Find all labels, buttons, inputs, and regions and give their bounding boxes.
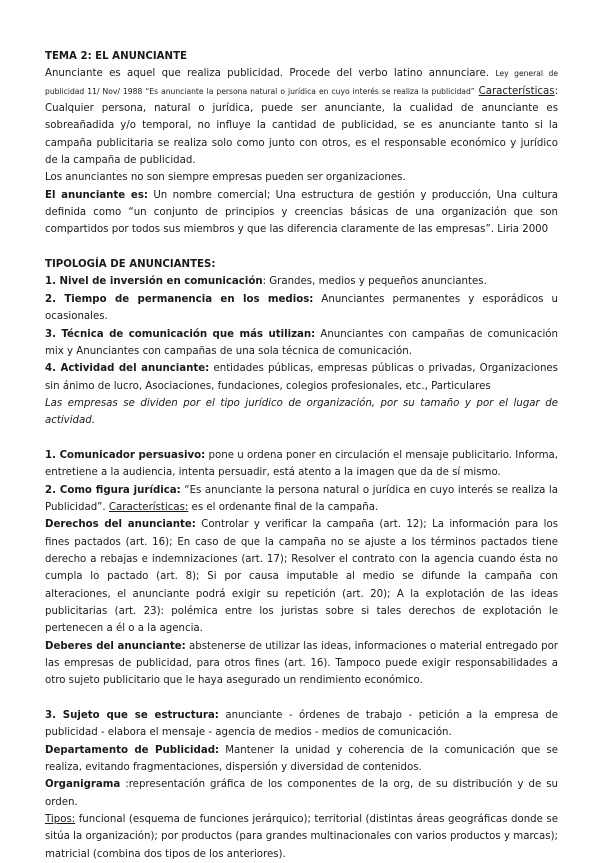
- typology-note: Las empresas se dividen por el tipo jurídico de organización, por su tamaño y por el lugar de actividad.: [45, 397, 558, 427]
- structure-paragraph: 3. Sujeto que se estructura: anunciante - órdenes de trabajo - petición a la empresa de publicidad - elabora el mensaje - agencia de medios - medios de comunicación.: [45, 710, 558, 739]
- typology-item-3: 3. Técnica de comunicación que más utilizan: Anunciantes con campañas de comunicación mix y Anunciantes con campañas de una sola técnica de comunicación.: [45, 328, 558, 357]
- spacer: [45, 239, 558, 256]
- types-label: Tipos:: [45, 814, 76, 826]
- typology-heading: TIPOLOGÍA DE ANUNCIANTES:: [45, 259, 216, 271]
- communicator-paragraph: 1. Comunicador persuasivo: pone u ordena poner en circulación el mensaje publicitario. Informa, entretiene a la audiencia, intenta persuadir, está atento a la imagen que da de sí mismo.: [45, 449, 559, 479]
- spacer: [45, 690, 558, 707]
- types-paragraph: Tipos: funcional (esquema de funciones jerárquico); territorial (distintas áreas geográficas donde se sitúa la organización); por productos (para grandes multinacionales con varios productos y marcas); matricial (combina dos tipos de los anteriores).: [45, 814, 558, 860]
- department-paragraph: Departamento de Publicidad: Mantener la unidad y coherencia de la comunicación que se realiza, evitando fragmentaciones, dispersión y diversidad de contenidos.: [45, 744, 558, 774]
- law-reference: Ley general de publicidad 11/ Nov/ 1988 “Es anunciante la persona natural o jurídica en cuyo interés se realiza la publicidad”: [45, 69, 558, 96]
- typology-item-4: 4. Actividad del anunciante: entidades públicas, empresas públicas o privadas, Organizaciones sin ánimo de lucro, Asociaciones, fundaciones, colegios profesionales, etc., Particulares: [45, 363, 558, 392]
- spacer: [45, 430, 558, 447]
- characteristics-label: Características: [478, 85, 555, 97]
- organizations-paragraph: Los anunciantes no son siempre empresas pueden ser organizaciones.: [45, 172, 406, 184]
- document-body: [45, 48, 558, 863]
- rights-paragraph: Derechos del anunciante: Controlar y verificar la campaña (art. 12); La información para los fines pactados (art. 16); En caso de que la campaña no se ajuste a los términos pactados tiene derecho a rebajas e indemnizaciones (art. 17); Resolver el contrato con la agencia cuando ésta no cumpla lo pactado (art. 8); Si por causa imputable al medio se difunde la campaña con alteraciones, el anunciante podrá exigir su repetición (art. 20); A la explotación de las ideas publicitarias (art. 23): polémica entre los juristas sobre si tales derechos de explotación le pertenecen a él o a la agencia.: [45, 519, 558, 635]
- typology-item-1: 1. Nivel de inversión en comunicación: Grandes, medios y pequeños anunciantes.: [45, 276, 487, 288]
- typology-item-2: 2. Tiempo de permanencia en los medios: Anunciantes permanentes y esporádicos u ocasionales.: [45, 293, 558, 323]
- org-chart-paragraph: Organigrama :representación gráfica de los componentes de la org, de su distribución y de su orden.: [45, 779, 558, 808]
- intro-paragraph: Anunciante es aquel que realiza publicidad. Procede del verbo latino annunciare. Ley general de publicidad 11/ Nov/ 1988 “Es anunciante la persona natural o jurídica en cuyo interés se realiza la publicidad” Características: Cualquier persona, natural o jurídica, puede ser anunciante, la cualidad de anunciante es sobreañadida y/o temporal, no influye la cantidad de publicidad, se es anunciante tanto si la campaña publicitaria se realiza solo como junto con otros, es el responsable económico y jurídico de la campaña de publicidad.: [45, 68, 558, 167]
- legal-figure-paragraph: 2. Como figura jurídica: “Es anunciante la persona natural o jurídica en cuyo interés se realiza la Publicidad”. Características: es el ordenante final de la campaña.: [45, 484, 558, 513]
- document-title: TEMA 2: EL ANUNCIANTE: [45, 51, 187, 62]
- duties-paragraph: Deberes del anunciante: abstenerse de utilizar las ideas, informaciones o material entregado por las empresas de publicidad, para otros fines (art. 16). Tampoco puede exigir responsabilidades a otro sujeto publicitario que le haya asegurado un rendimiento económico.: [45, 640, 559, 687]
- characteristics-label: Características:: [108, 501, 189, 513]
- advertiser-is-paragraph: El anunciante es: Un nombre comercial; Una estructura de gestión y producción, Una cultura definida como “un conjunto de principios y creencias básicas de una organización que son compartidos por todos sus miembros y que las diferencia claramente de las empresas”. Liria 2000: [45, 189, 558, 236]
